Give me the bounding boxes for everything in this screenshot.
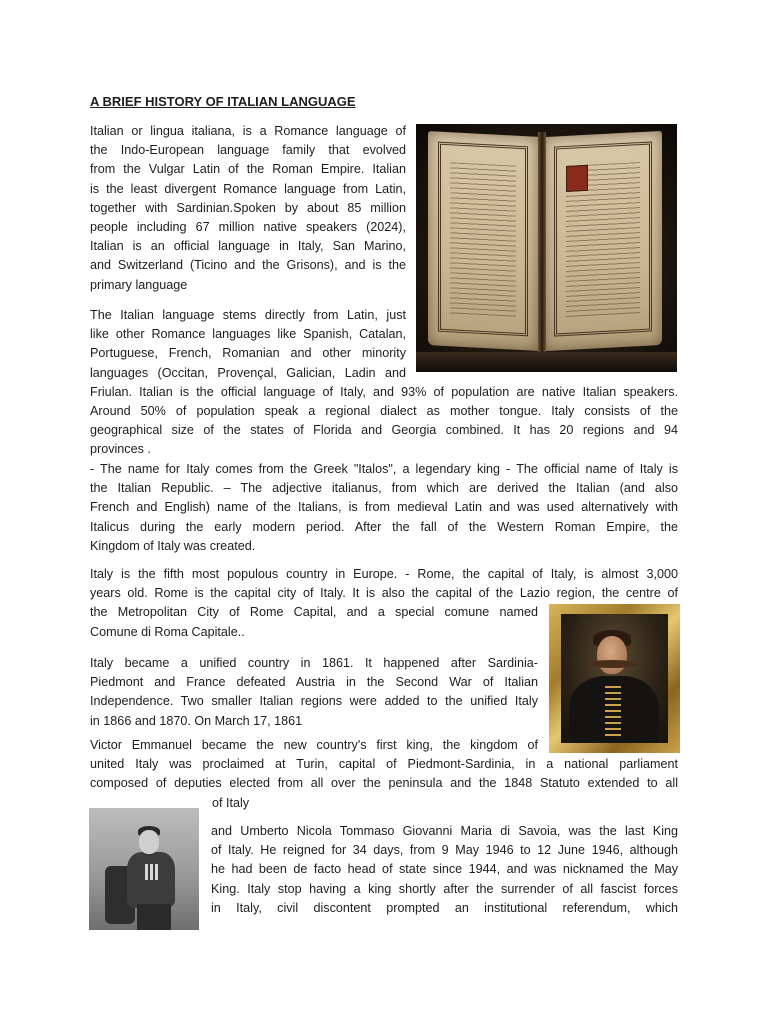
text-line: from the Vulgar Latin of the Roman Empire. Italian — [90, 162, 406, 177]
text-line: Piedmont and France defeated Austria in the Second War of Italian — [90, 675, 538, 690]
text-line: and Umberto Nicola Tommaso Giovanni Maria di Savoia, was the last King — [211, 824, 678, 838]
text-line: the Indo-European language family that evolved — [90, 143, 406, 158]
text-line: of Italy — [212, 795, 250, 810]
text-line: Comune di Roma Capitale.. — [90, 624, 245, 639]
text-line: the Italian Republic. – The adjective italianus, from which are derived the Italian (and also — [90, 481, 678, 496]
text-line: languages (Occitan, Provençal, Galician, Ladin and — [90, 365, 406, 380]
text-line: Kingdom of Italy was created. — [90, 538, 256, 553]
text-line: and Switzerland (Ticino and the Grisons), and is the — [90, 258, 406, 273]
text-line: Italy became a unified country in 1861. It happened after Sardinia- — [90, 656, 538, 670]
text-line: provinces . — [90, 442, 151, 457]
text-line: Italian is an official language in Italy, San Marino, — [90, 239, 406, 254]
text-line: together with Sardinian.Spoken by about 85 million — [90, 200, 406, 215]
text-line: King. Italy stop having a king shortly after the surrender of all fascist forces — [211, 881, 678, 896]
text-line: in 1866 and 1870. On March 17, 1861 — [90, 713, 303, 728]
illuminated-initial — [566, 165, 588, 192]
text-line: like other Romance languages like Spanish, Catalan, — [90, 327, 406, 342]
umberto-photo-image — [89, 808, 199, 930]
book-left-page — [428, 131, 538, 351]
victor-emmanuel-portrait-image — [549, 604, 680, 753]
text-line: of Italy. He reigned for 34 days, from 9 May 1946 to 12 June 1946, although — [211, 843, 678, 858]
book-right-page — [544, 131, 662, 351]
text-line: composed of deputies elected from all over the peninsula and the 1848 Statuto extended to all — [90, 776, 678, 791]
text-line: he had been de facto head of state since 1944, and was nicknamed the May — [211, 862, 678, 877]
text-line: geographical size of the states of Florida and Georgia combined. It has 20 regions and 94 — [90, 423, 678, 438]
old-book-image — [416, 124, 677, 372]
text-line: primary language — [90, 277, 188, 292]
paragraph-intro — [90, 122, 406, 295]
text-line: - The name for Italy comes from the Greek "Italos", a legendary king - The official name of Italy is — [90, 462, 678, 476]
text-line: years old. Rome is the capital city of Italy. It is also the capital of the Lazio region, the centre of — [90, 586, 678, 601]
document-title: A BRIEF HISTORY OF ITALIAN LANGUAGE — [90, 94, 356, 109]
paragraph-unification — [90, 654, 538, 731]
text-line: united Italy was proclaimed at Turin, capital of Piedmont-Sardinia, in a national parliament — [90, 757, 678, 772]
text-line: French and English) name of the Italians, is from medieval Latin and was used alternatively with — [90, 500, 678, 515]
text-line: Victor Emmanuel became the new country's first king, the kingdom of — [90, 738, 538, 752]
text-line: is the least divergent Romance language from Latin, — [90, 181, 406, 196]
text-line: Italy is the fifth most populous country in Europe. - Rome, the capital of Italy, is almost 3,000 — [90, 567, 678, 581]
text-line: Italicus during the early modern period. After the fall of the Western Roman Empire, the — [90, 519, 678, 534]
text-line: in Italy, civil discontent prompted an institutional referendum, which — [211, 900, 678, 915]
paragraph-name-origin — [90, 460, 678, 556]
paragraph-umberto — [211, 822, 678, 918]
text-line: Italian or lingua italiana, is a Romance language of — [90, 124, 406, 138]
text-line: Independence. Two smaller Italian regions were added to the unified Italy — [90, 694, 538, 709]
text-line: Portuguese, French, Romanian and other minority — [90, 346, 406, 361]
text-line: The Italian language stems directly from Latin, just — [90, 308, 406, 322]
text-line: the Metropolitan City of Rome Capital, and a special comune named — [90, 605, 538, 620]
text-line: Around 50% of population speak a regional dialect as mother tongue. Italy consists of the — [90, 404, 678, 419]
text-line: Friulan. Italian is the official language of Italy, and 93% of population are native Italian speakers. — [90, 384, 678, 399]
book-spine — [538, 132, 546, 354]
text-line: people including 67 million native speakers (2024), — [90, 220, 406, 235]
